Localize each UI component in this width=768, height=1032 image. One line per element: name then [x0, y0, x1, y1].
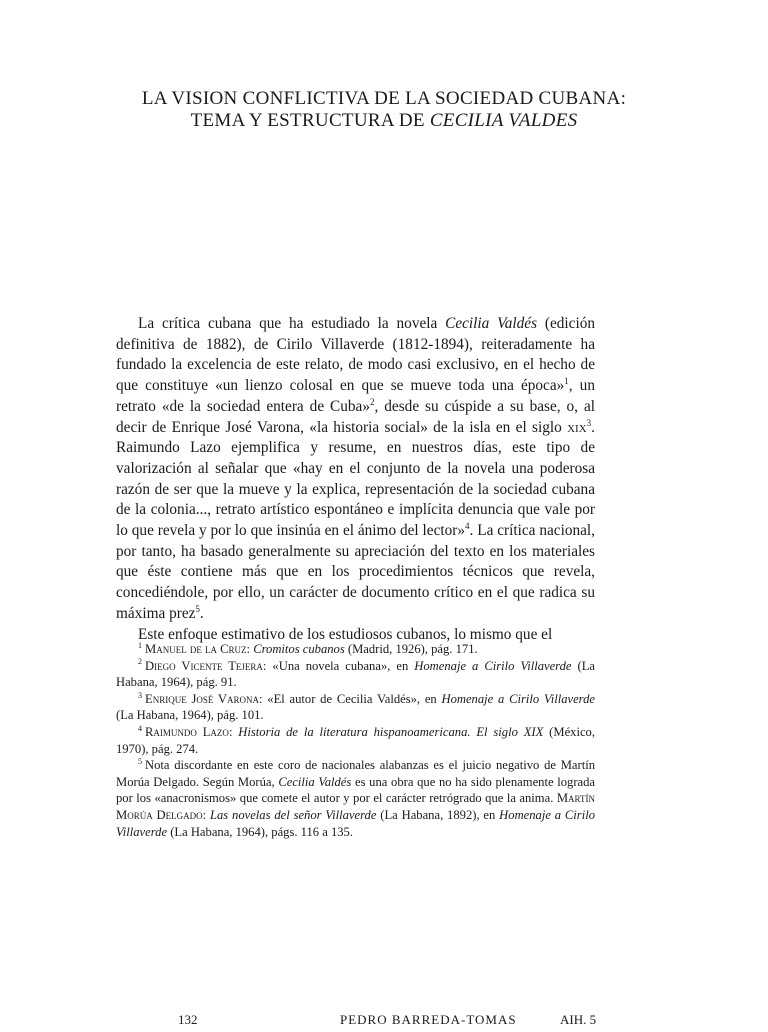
- title-line-2: [100, 110, 668, 132]
- footnote-author: Martín Morúa Delgado: [116, 791, 595, 822]
- footnote-text: (Madrid, 1926), pág. 171.: [344, 642, 478, 656]
- footnote-text: es una obra que no ha sido plenamente lograda por los «anacronismos» que comete el autor y por el carácter retrógrado que la anima.: [116, 774, 595, 806]
- footnote-ref: 5: [195, 603, 200, 614]
- footnote-text: (México, 1970), pág. 274.: [116, 724, 595, 756]
- footnote-work-title: Homenaje a Cirilo Villaverde: [116, 807, 596, 839]
- footnote-number: 2: [138, 657, 142, 667]
- article-body: [116, 314, 595, 645]
- title-line-2-prefix: TEMA Y ESTRUCTURA DE: [190, 110, 430, 131]
- footnote-text: (La Habana, 1964), págs. 116 a 135.: [167, 824, 353, 839]
- footnote-text: Nota discordante en este coro de nacionales alabanzas es el juicio negativo de Martín Morúa Delgado. Según Morúa,: [116, 758, 595, 789]
- footnote-work-title: Cecilia Valdés: [278, 774, 352, 789]
- footnote-work-title: Las novelas del señor Villaverde: [209, 807, 377, 822]
- body-text: , un retrato «de la sociedad entera de Cuba»: [116, 377, 595, 415]
- footnote-4: [116, 724, 595, 757]
- title-line-2-italic: CECILIA VALDES: [429, 110, 578, 131]
- footnote-3: [116, 691, 595, 724]
- footnote-ref: 3: [586, 417, 592, 428]
- footnote-text: (La Habana, 1964), pág. 91.: [116, 658, 595, 690]
- body-text: .: [199, 604, 204, 622]
- footnote-author: Enrique José Varona: [145, 691, 259, 706]
- page-number: 132: [178, 1012, 198, 1027]
- footnote-text: (La Habana, 1964), pág. 101.: [116, 708, 264, 723]
- footnote-number: 4: [138, 723, 142, 733]
- footnote-number: 5: [138, 756, 142, 766]
- footnote-text: :: [228, 724, 239, 739]
- footnote-author: Raimundo Lazo: [145, 724, 229, 739]
- title-line-1: LA VISION CONFLICTIVA DE LA SOCIEDAD CUBANA:: [141, 88, 627, 109]
- footnote-text: : «Una novela cubana», en: [262, 658, 415, 673]
- footnote-author: Diego Vicente Tejera: [145, 658, 263, 673]
- footnote-text: :: [246, 642, 254, 656]
- footnote-number: 1: [138, 640, 142, 650]
- body-text: (edición definitiva de 1882), de Cirilo Villaverde (1812-1894), reiteradamente ha fundado la excelencia de este relato, de modo casi exclusivo, en el hecho de que constituye «un lienzo colosal en que se mueve toda una época»: [116, 315, 595, 395]
- body-text: . Raimundo Lazo ejemplifica y resume, en nuestros días, este tipo de valorización al señalar que «hay en el conjunto de la novela una poderosa razón de ser que la mueve y la explica, representación de la sociedad cubana de la colonia..., retrato artístico espontáneo e implícita denuncia que vale por lo que revela y por lo que insinúa en el ánimo del lector»: [116, 418, 595, 540]
- footnote-work-title: Historia de la literatura hispanoamericana. El siglo XIX: [238, 724, 544, 739]
- footnote-work-title: Homenaje a Cirilo Villaverde: [414, 658, 572, 673]
- century-small-caps: xix: [567, 418, 587, 436]
- running-reference: AIH. 5: [560, 1012, 597, 1027]
- footnote-author: Manuel de la Cruz: [145, 642, 247, 656]
- body-paragraph-1: [116, 314, 595, 625]
- footnote-5: [116, 757, 595, 840]
- footnote-text: (La Habana, 1892), en: [376, 807, 500, 822]
- footnote-ref: 2: [370, 396, 375, 407]
- footnotes: [116, 641, 595, 840]
- footnote-text: : «El autor de Cecilia Valdés», en: [259, 691, 442, 706]
- body-text: La crítica cubana que ha estudiado la novela: [138, 315, 446, 332]
- footnote-ref: 4: [465, 520, 470, 531]
- novel-title-italic: Cecilia Valdés: [445, 315, 538, 332]
- body-paragraph-2: Este enfoque estimativo de los estudiosos cubanos, lo mismo que el: [138, 625, 553, 643]
- footnote-number: 3: [138, 690, 142, 700]
- running-author: PEDRO BARREDA-TOMAS: [340, 1012, 517, 1027]
- article-title: [100, 88, 668, 132]
- footnote-ref: 1: [564, 376, 569, 387]
- footnote-1: [116, 641, 595, 658]
- footnote-work-title: Cromitos cubanos: [253, 642, 345, 656]
- footnote-work-title: Homenaje a Cirilo Villaverde: [441, 691, 595, 706]
- page-footer: [0, 1012, 768, 1032]
- body-text: . La crítica nacional, por tanto, ha basado generalmente su apreciación del texto en los materiales que éste contiene más que en los procedimientos técnicos que revela, concediéndole, por ello, un carácter de documento crítico en el que radica su máxima prez: [116, 522, 595, 622]
- footnote-2: [116, 658, 595, 691]
- body-text: , desde su cúspide a su base, o, al decir de Enrique José Varona, «la historia social» de la isla en el siglo: [116, 397, 595, 436]
- footnote-text: :: [202, 807, 210, 822]
